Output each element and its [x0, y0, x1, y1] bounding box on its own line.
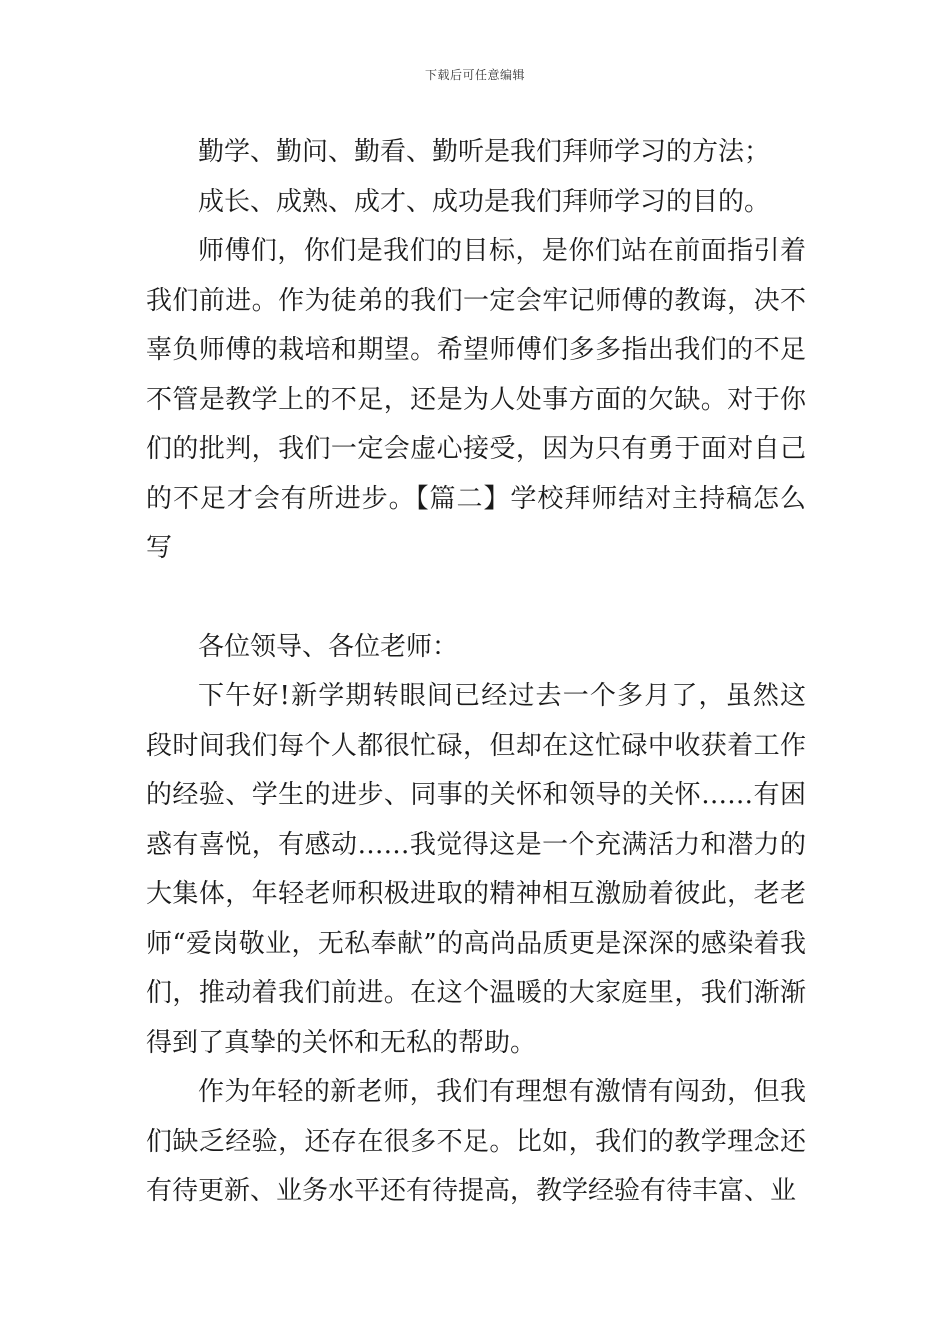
paragraph-greeting: 下午好!新学期转眼间已经过去一个多月了，虽然这段时间我们每个人都很忙碌，但却在这忙碌中收获着工作的经验、学生的进步、同事的关怀和领导的关怀……有困惑有喜悦，有感动……我觉得这是一个充满活力和潜力的大集体，年轻老师积极进取的精神相互激励着彼此，老老师“爱岗敬业，无私奉献”的高尚品质更是深深的感染着我们，推动着我们前进。在这个温暖的大家庭里，我们渐渐得到了真挚的关怀和无私的帮助。 — [146, 681, 806, 1058]
paragraph-methods: 勤学、勤问、勤看、勤听是我们拜师学习的方法； — [198, 137, 771, 167]
page-header: 下载后可任意编辑 — [424, 68, 525, 82]
paragraph-new-teachers: 作为年轻的新老师，我们有理想有激情有闯劲，但我们缺乏经验，还存在很多不足。比如，我们的教学理念还有待更新、业务水平还有待提高，教学经验有待丰富、业 — [146, 1077, 806, 1206]
paragraph-mentors: 师傅们，你们是我们的目标，是你们站在前面指引着我们前进。作为徒弟的我们一定会牢记师傅的教诲，决不辜负师傅的栽培和期望。希望师傅们多多指出我们的不足不管是教学上的不足，还是为人处事方面的欠缺。对于你们的批判，我们一定会虚心接受，因为只有勇于面对自己的不足才会有所进步。【篇二】学校拜师结对主持稿怎么写 — [146, 236, 806, 563]
document-body — [146, 128, 806, 1217]
paragraph-goals: 成长、成熟、成才、成功是我们拜师学习的目的。 — [198, 186, 771, 217]
section-gap — [146, 574, 806, 623]
paragraph-salutation: 各位领导、各位老师： — [198, 631, 459, 662]
